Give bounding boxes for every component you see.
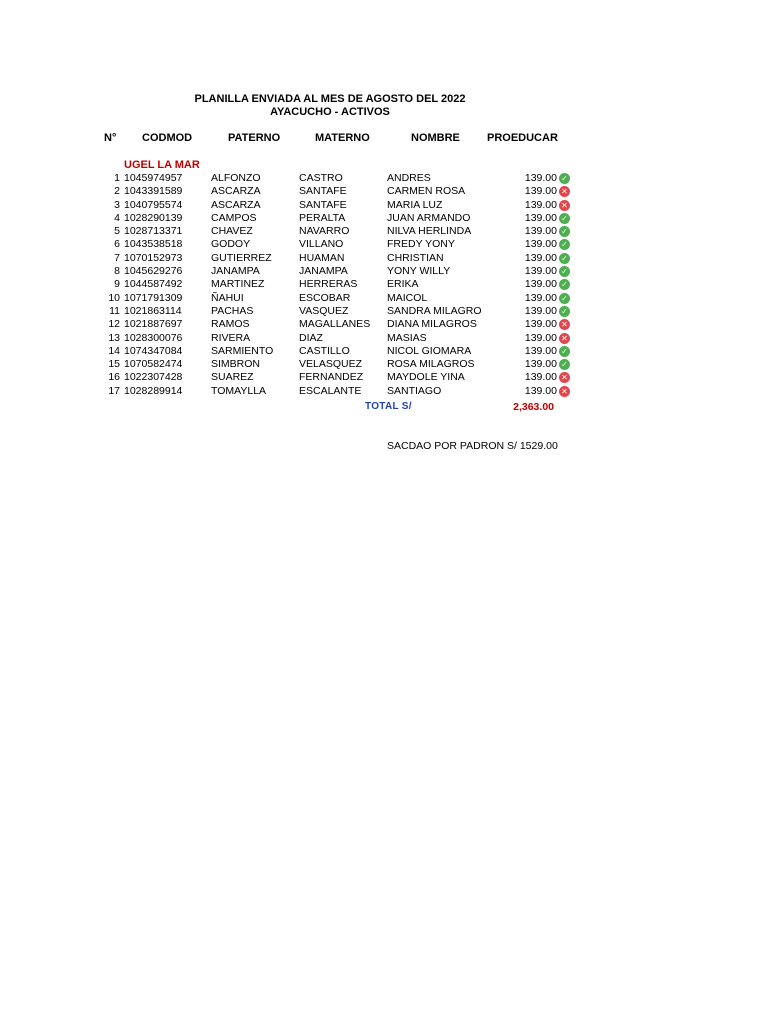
cross-icon: ✕	[559, 372, 570, 383]
row-materno: VELASQUEZ	[299, 358, 363, 371]
row-paterno: RAMOS	[211, 318, 250, 331]
row-paterno: SUAREZ	[211, 371, 254, 384]
row-amount: 139.00	[524, 198, 557, 211]
table-body	[0, 172, 768, 398]
row-paterno: GUTIERREZ	[211, 251, 272, 264]
row-paterno: SARMIENTO	[211, 344, 274, 357]
row-paterno: ASCARZA	[211, 198, 261, 211]
row-amount: 139.00	[524, 304, 557, 317]
row-nombre: DIANA MILAGROS	[387, 318, 477, 331]
row-codmod: 1045629276	[124, 265, 183, 278]
check-icon: ✓	[559, 226, 570, 237]
header-proeducar: PROEDUCAR	[487, 132, 558, 144]
row-number: 7	[114, 251, 120, 264]
table-row	[0, 199, 768, 212]
row-number: 6	[114, 238, 120, 251]
row-materno: ESCALANTE	[299, 384, 362, 397]
row-paterno: MARTINEZ	[211, 278, 265, 291]
row-codmod: 1021887697	[124, 318, 183, 331]
row-number: 16	[108, 371, 120, 384]
row-amount: 139.00	[524, 172, 557, 184]
row-paterno: GODOY	[211, 238, 251, 251]
row-number: 14	[108, 344, 120, 357]
row-number: 12	[108, 318, 120, 331]
total-value: 2,363.00	[513, 401, 554, 413]
row-amount: 139.00	[524, 251, 557, 264]
check-icon: ✓	[559, 253, 570, 264]
row-amount: 139.00	[524, 344, 557, 357]
check-icon: ✓	[559, 279, 570, 290]
row-codmod: 1028300076	[124, 331, 183, 344]
row-amount: 139.00	[524, 371, 557, 384]
row-amount: 139.00	[524, 265, 557, 278]
row-number: 9	[114, 278, 120, 291]
row-codmod: 1028713371	[124, 225, 183, 238]
row-nombre: SANDRA MILAGRO	[387, 304, 482, 317]
table-row	[0, 371, 768, 384]
row-codmod: 1071791309	[124, 291, 183, 304]
table-row	[0, 292, 768, 305]
row-paterno: RIVERA	[211, 331, 251, 344]
row-paterno: PACHAS	[211, 304, 254, 317]
header-materno: MATERNO	[315, 132, 370, 144]
row-nombre: NICOL GIOMARA	[387, 344, 472, 357]
row-materno: FERNANDEZ	[299, 371, 364, 384]
row-paterno: JANAMPA	[211, 265, 260, 278]
row-paterno: ASCARZA	[211, 185, 261, 198]
row-paterno: CHAVEZ	[211, 225, 253, 238]
row-amount: 139.00	[524, 318, 557, 331]
row-nombre: YONY WILLY	[387, 265, 451, 278]
row-nombre: MAICOL	[387, 291, 428, 304]
header-codmod: CODMOD	[142, 132, 193, 144]
table-row	[0, 345, 768, 358]
check-icon: ✓	[559, 239, 570, 250]
page-title: PLANILLA ENVIADA AL MES DE AGOSTO DEL 2022	[194, 93, 466, 105]
check-icon: ✓	[559, 266, 570, 277]
row-materno: VILLANO	[299, 238, 344, 251]
table-row	[0, 265, 768, 278]
row-codmod: 1021863114	[124, 304, 182, 317]
row-nombre: MARIA LUZ	[387, 198, 443, 211]
row-materno: PERALTA	[299, 211, 346, 224]
row-paterno: ALFONZO	[211, 172, 261, 184]
row-number: 17	[108, 384, 120, 397]
row-materno: DIAZ	[299, 331, 323, 344]
row-nombre: ANDRES	[387, 172, 431, 184]
row-number: 15	[108, 358, 120, 371]
row-nombre: JUAN ARMANDO	[387, 211, 471, 224]
table-row	[0, 332, 768, 345]
row-codmod: 1074347084	[124, 344, 183, 357]
row-amount: 139.00	[524, 238, 557, 251]
row-materno: CASTRO	[299, 172, 343, 184]
row-codmod: 1070582474	[124, 358, 183, 371]
page-subtitle: AYACUCHO - ACTIVOS	[270, 106, 390, 118]
row-materno: VASQUEZ	[299, 304, 349, 317]
row-codmod: 1028290139	[124, 211, 183, 224]
row-nombre: ROSA MILAGROS	[387, 358, 475, 371]
row-materno: SANTAFE	[299, 198, 347, 211]
row-amount: 139.00	[524, 278, 557, 291]
row-codmod: 1040795574	[124, 198, 183, 211]
row-materno: NAVARRO	[299, 225, 350, 238]
table-row	[0, 278, 768, 291]
row-materno: MAGALLANES	[299, 318, 371, 331]
header-paterno: PATERNO	[228, 132, 281, 144]
section-label: UGEL LA MAR	[124, 159, 200, 171]
row-amount: 139.00	[524, 291, 557, 304]
row-nombre: MASIAS	[387, 331, 427, 344]
padron-note: SACDAO POR PADRON S/ 1529.00	[387, 440, 558, 452]
row-materno: HERRERAS	[299, 278, 358, 291]
row-nombre: CARMEN ROSA	[387, 185, 466, 198]
cross-icon: ✕	[559, 386, 570, 397]
row-nombre: CHRISTIAN	[387, 251, 444, 264]
row-codmod: 1043538518	[124, 238, 183, 251]
total-label: TOTAL S/	[365, 401, 412, 412]
row-amount: 139.00	[524, 185, 557, 198]
row-materno: HUAMAN	[299, 251, 345, 264]
row-paterno: TOMAYLLA	[211, 384, 267, 397]
check-icon: ✓	[559, 359, 570, 370]
check-icon: ✓	[559, 346, 570, 357]
row-number: 13	[108, 331, 120, 344]
row-number: 3	[114, 198, 120, 211]
row-number: 2	[114, 185, 120, 198]
row-paterno: ÑAHUI	[211, 291, 244, 304]
row-materno: SANTAFE	[299, 185, 347, 198]
row-number: 1	[114, 172, 120, 184]
row-paterno: CAMPOS	[211, 211, 257, 224]
cross-icon: ✕	[559, 333, 570, 344]
table-row	[0, 172, 768, 185]
table-row	[0, 252, 768, 265]
row-nombre: MAYDOLE YINA	[387, 371, 465, 384]
row-amount: 139.00	[524, 211, 557, 224]
row-codmod: 1022307428	[124, 371, 183, 384]
row-codmod: 1045974957	[124, 172, 183, 184]
row-nombre: FREDY YONY	[387, 238, 455, 251]
header-n: N°	[104, 132, 117, 144]
row-codmod: 1070152973	[124, 251, 183, 264]
table-row	[0, 305, 768, 318]
row-materno: CASTILLO	[299, 344, 350, 357]
row-number: 8	[114, 265, 120, 278]
row-number: 4	[114, 211, 120, 224]
header-nombre: NOMBRE	[411, 132, 460, 144]
table-row	[0, 318, 768, 331]
table-row	[0, 358, 768, 371]
check-icon: ✓	[559, 306, 570, 317]
row-nombre: NILVA HERLINDA	[387, 225, 472, 238]
row-materno: JANAMPA	[299, 265, 348, 278]
table-row	[0, 238, 768, 251]
row-codmod: 1044587492	[124, 278, 183, 291]
row-codmod: 1028289914	[124, 384, 183, 397]
row-amount: 139.00	[524, 331, 557, 344]
check-icon: ✓	[559, 213, 570, 224]
row-number: 11	[109, 304, 120, 317]
cross-icon: ✕	[559, 319, 570, 330]
row-number: 5	[114, 225, 120, 238]
row-number: 10	[108, 291, 120, 304]
row-amount: 139.00	[524, 225, 557, 238]
row-paterno: SIMBRON	[211, 358, 261, 371]
table-row	[0, 212, 768, 225]
check-icon: ✓	[559, 173, 570, 184]
row-amount: 139.00	[524, 358, 557, 371]
cross-icon: ✕	[559, 200, 570, 211]
check-icon: ✓	[559, 293, 570, 304]
row-amount: 139.00	[524, 384, 557, 397]
table-row	[0, 385, 768, 398]
table-row	[0, 225, 768, 238]
cross-icon: ✕	[559, 186, 570, 197]
table-row	[0, 185, 768, 198]
row-materno: ESCOBAR	[299, 291, 351, 304]
row-codmod: 1043391589	[124, 185, 183, 198]
row-nombre: ERIKA	[387, 278, 419, 291]
row-nombre: SANTIAGO	[387, 384, 442, 397]
